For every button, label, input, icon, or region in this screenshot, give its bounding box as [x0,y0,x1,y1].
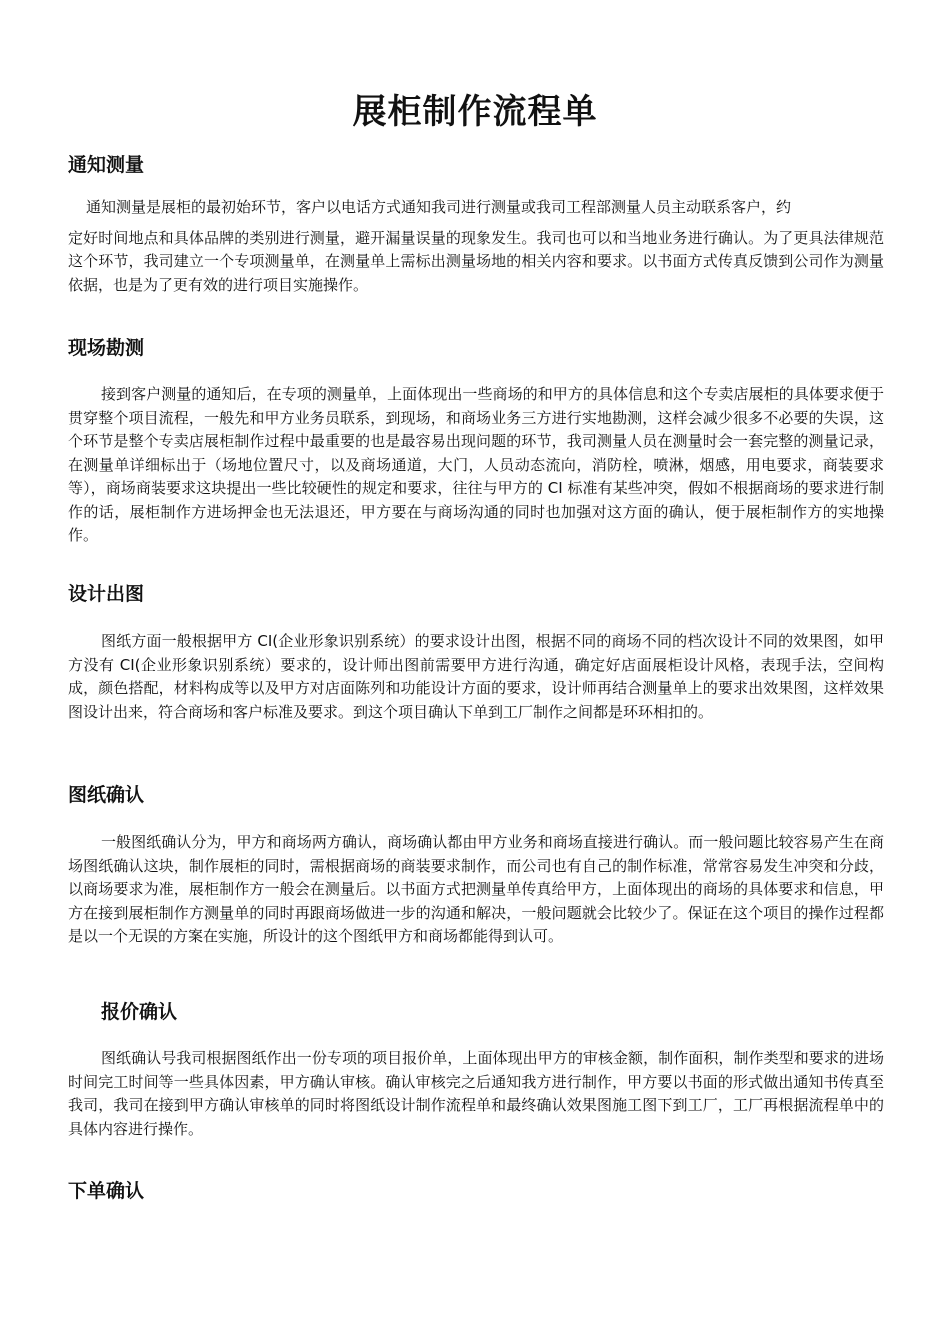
document-title: 展柜制作流程单 [352,92,598,132]
section-body-quote-confirm: 图纸确认号我司根据图纸作出一份专项的项目报价单，上面体现出甲方的审核金额，制作面积，制作类型和要求的进场时间完工时间等一些具体因素，甲方确认审核。确认审核完之后通知我方进行制作，甲方要以书面的形式做出通知书传真至我司，我司在接到甲方确认审核单的同时将图纸设计制作流程单和最终确认效果图施工图下到工厂，工厂再根据流程单中的具体内容进行操作。 [68,1049,884,1138]
section-body-rest: 定好时间地点和具体品牌的类别进行测量，避开漏量误量的现象发生。我司也可以和当地业务进行确认。为了更具法律规范这个环节，我司建立一个专项测量单，在测量单上需标出测量场地的相关内容和要求。以书面方式传真反馈到公司作为测量依据，也是为了更有效的进行项目实施操作。 [68,228,884,294]
section-body-drawing-confirm: 一般图纸确认分为，甲方和商场两方确认，商场确认都由甲方业务和商场直接进行确认。而一般问题比较容易产生在商场图纸确认这块，制作展柜的同时，需根据商场的商装要求制作，而公司也有自己的制作标准，常常容易发生冲突和分歧，以商场要求为准，展柜制作方一般会在测量后。以书面方式把测量单传真给甲方，上面体现出的商场的具体要求和信息，甲方在接到展柜制作方测量单的同时再跟商场做进一步的沟通和解决，一般问题就会比较少了。保证在这个项目的操作过程都是以一个无误的方案在实施，所设计的这个图纸甲方和商场都能得到认可。 [68,833,884,945]
section-heading-drawing-confirm: 图纸确认 [68,784,145,806]
section-body-first-line: 通知测量是展柜的最初始环节，客户以电话方式通知我司进行测量或我司工程部测量人员主动联系客户，约 [86,198,792,216]
section-body-design-drawing: 图纸方面一般根据甲方 CI(企业形象识别系统）的要求设计出图，根据不同的商场不同的档次设计不同的效果图，如甲方没有 CI(企业形象识别系统）要求的，设计师出图前需要甲方进行沟通，确定好店面展柜设计风格，表现手法，空间构成，颜色搭配，材料构成等以及甲方对店面陈列和功能设计方面的要求，设计师再结合测量单上的要求出效果图，这样效果图设计出来，符合商场和客户标准及要求。到这个项目确认下单到工厂制作之间都是环环相扣的。 [68,632,884,721]
section-heading-design-drawing: 设计出图 [68,583,145,605]
section-body-site-survey: 接到客户测量的通知后，在专项的测量单，上面体现出一些商场的和甲方的具体信息和这个专卖店展柜的具体要求便于贯穿整个项目流程，一般先和甲方业务员联系，到现场，和商场业务三方进行实地勘测，这样会减少很多不必要的失误，这个环节是整个专卖店展柜制作过程中最重要的也是最容易出现问题的环节，我司测量人员在测量时会一套完整的测量记录，在测量单详细标出于（场地位置尺寸，以及商场通道，大门，人员动态流向，消防栓，喷淋，烟感，用电要求，商装要求等），商场商装要求这块提出一些比较硬性的规定和要求，往往与甲方的 CI 标准有某些冲突，假如不根据商场的要求进行制作的话，展柜制作方进场押金也无法退还，甲方要在与商场沟通的同时也加强对这方面的确认，便于展柜制作方的实地操作。 [68,385,884,544]
section-heading-order-confirm: 下单确认 [68,1180,145,1202]
section-heading-site-survey: 现场勘测 [68,337,145,359]
section-body-notify-measure [68,196,884,297]
section-heading-quote-confirm: 报价确认 [101,1001,178,1023]
section-heading-notify-measure: 通知测量 [68,154,145,176]
